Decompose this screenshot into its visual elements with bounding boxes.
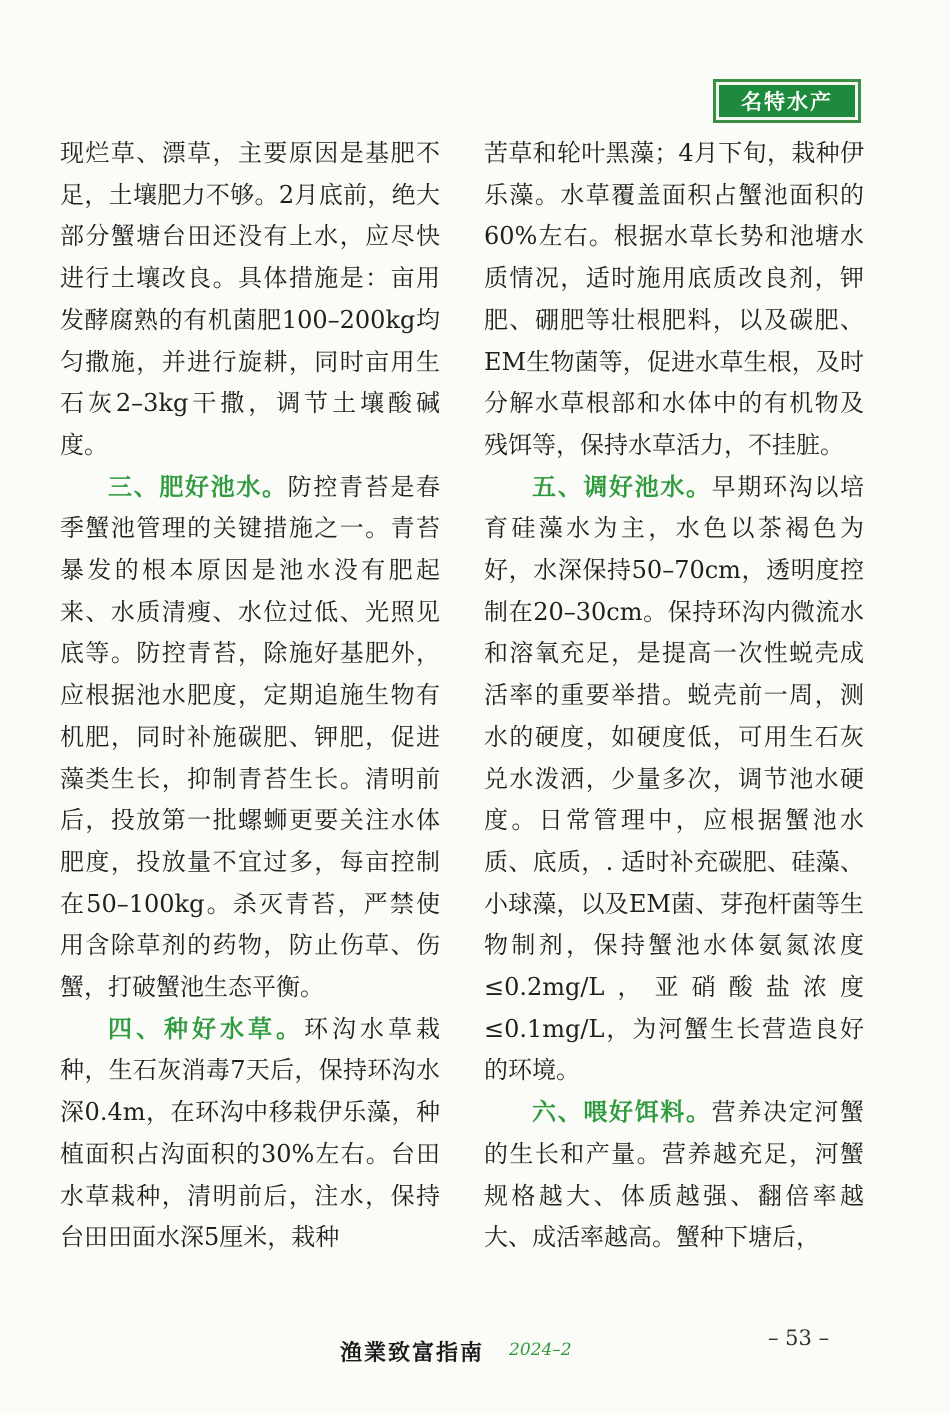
paragraph-text: 营养决定河蟹的生长和产量。营养越充足，河蟹规格越大、体质越强、翻倍率越大、成活率越高。蟹种下塘后， (484, 1098, 865, 1252)
paragraph-feeding (484, 1092, 864, 1259)
paragraph-water-fertility (60, 467, 440, 1009)
section-heading-6: 六、喂好饵料。 (532, 1098, 712, 1127)
paragraph-aquatic-plants (60, 1009, 440, 1259)
paragraph-text: 环沟水草栽种，生石灰消毒7天后，保持环沟水深0.4m，在环沟中移栽伊乐藻，种植面积占沟面积的30%左右。台田水草栽种，清明前后，注水，保持台田田面水深5厘米，栽种 (60, 1014, 440, 1252)
section-badge (713, 79, 861, 123)
section-heading-5: 五、调好池水。 (532, 472, 712, 501)
section-badge-label: 名特水产 (719, 85, 855, 117)
issue-number: 2024–2 (509, 1340, 572, 1360)
paragraph-plants-continued: 苦草和轮叶黑藻；4月下旬，栽种伊乐藻。水草覆盖面积占蟹池面积的60%左右。根据水草长势和池塘水质情况，适时施用底质改良剂，钾肥、硼肥等壮根肥料，以及碳肥、EM生物菌等，促进水草生根，及时分解水草根部和水体中的有机物及残饵等，保持水草活力，不挂脏。 (484, 139, 864, 459)
right-column (484, 133, 864, 1259)
left-column (60, 133, 440, 1259)
paragraph-soil: 现烂草、漂草，主要原因是基肥不足，土壤肥力不够。2月底前，绝大部分蟹塘台田还没有上水，应尽快进行土壤改良。具体措施是：亩用发酵腐熟的有机菌肥100–200kg均匀撒施，并进行旋耕，同时亩用生石灰2–3kg干撒，调节土壤酸碱度。 (60, 139, 440, 459)
section-heading-3: 三、肥好池水。 (108, 472, 288, 501)
paragraph-water-adjust (484, 467, 864, 1093)
magazine-title: 渔業致富指南 (340, 1340, 485, 1366)
page-number: – 53 – (768, 1326, 830, 1350)
section-heading-4: 四、种好水草。 (108, 1014, 304, 1043)
paragraph-text: 防控青苔是春季蟹池管理的关键措施之一。青苔暴发的根本原因是池水没有肥起来、水质清瘦、水位过低、光照见底等。防控青苔，除施好基肥外，应根据池水肥度，定期追施生物有机肥，同时补施碳肥、钾肥，促进藻类生长，抑制青苔生长。清明前后，投放第一批螺蛳更要关注水体肥度，投放量不宜过多，每亩控制在50–100kg。杀灭青苔，严禁使用含除草剂的药物，防止伤草、伤蟹，打破蟹池生态平衡。 (60, 472, 441, 1002)
paragraph-text: 早期环沟以培育硅藻水为主，水色以茶褐色为好，水深保持50–70cm，透明度控制在20–30cm。保持环沟内微流水和溶氧充足，是提高一次性蜕壳成活率的重要举措。蜕壳前一周，测水的硬度，如硬度低，可用生石灰兑水泼洒，少量多次，调节池水硬度。日常管理中，应根据蟹池水质、底质，. 适时补充碳肥、硅藻、小球藻，以及EM菌、芽孢杆菌等生物制剂，保持蟹池水体氨氮浓度≤0.2mg/L，亚硝酸盐浓度≤0.1mg/L，为河蟹生长营造良好的环境。 (484, 472, 865, 1085)
